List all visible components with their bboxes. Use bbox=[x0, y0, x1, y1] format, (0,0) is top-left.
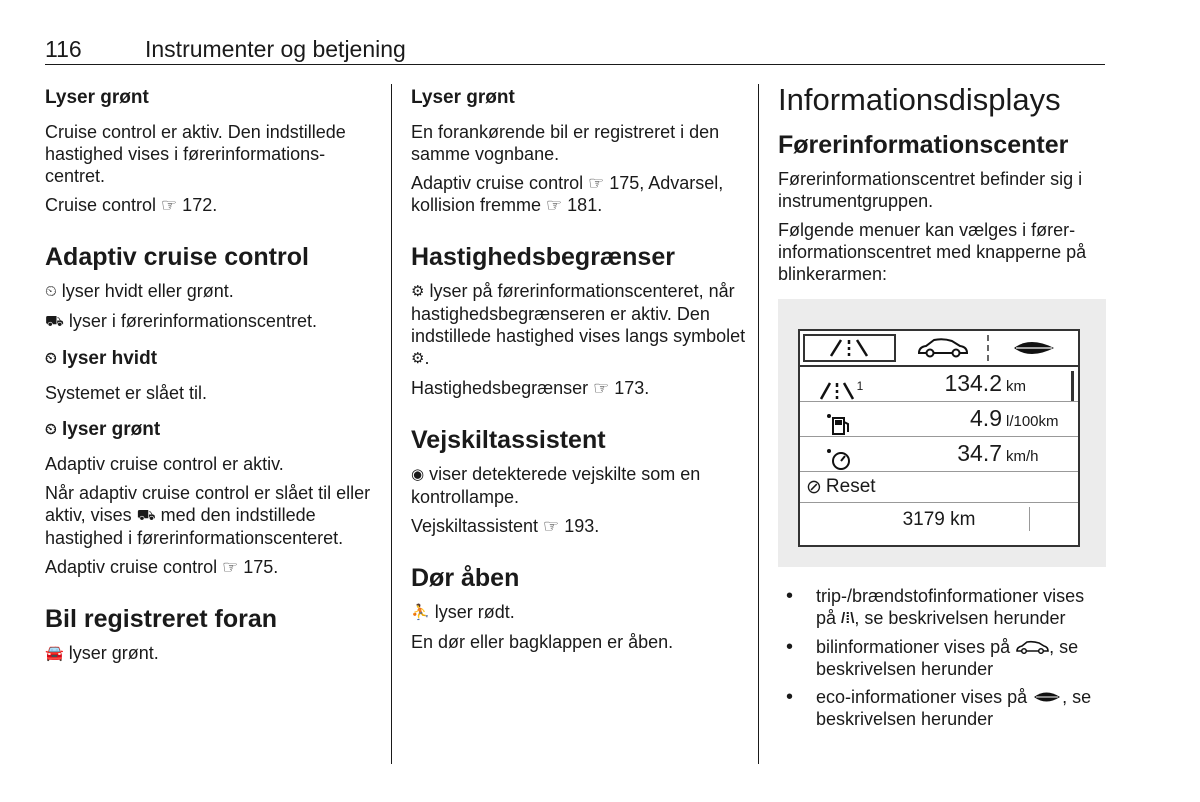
paragraph: En forankørende bil er registreret i den samme vognbane. bbox=[411, 122, 720, 164]
cross-reference: Hastighedsbegrænser ☞ 173. bbox=[411, 378, 650, 398]
car-icon bbox=[1015, 640, 1049, 654]
column-divider bbox=[391, 84, 392, 764]
heading-speed-limiter: Hastighedsbegrænser bbox=[411, 243, 675, 271]
cross-reference: Adaptiv cruise control ☞ 175, Advarsel, kollision fremme ☞ 181. bbox=[411, 173, 724, 215]
list-item: • eco-informationer vises på , se beskrivelsen herunder bbox=[778, 686, 1108, 730]
tab-eco bbox=[989, 331, 1078, 365]
trip-distance-value: 134.2 bbox=[944, 370, 1002, 396]
vehicle-ahead-icon: 🚘 bbox=[45, 645, 64, 662]
display-tabs bbox=[800, 331, 1078, 367]
driver-info-display bbox=[798, 329, 1080, 547]
leaf-icon bbox=[1010, 338, 1058, 358]
fuel-consumption-row bbox=[800, 402, 1078, 437]
speed-limiter-icon: ⚙ bbox=[411, 283, 425, 300]
subheading: ⏲ lyser hvidt bbox=[45, 348, 158, 369]
heading-adaptive-cruise: Adaptiv cruise control bbox=[45, 243, 309, 271]
leaf-icon bbox=[1032, 690, 1062, 704]
trip-distance-unit: km bbox=[1006, 378, 1026, 395]
paragraph: Adaptiv cruise control er aktiv. bbox=[45, 454, 284, 474]
tab-trip-fuel bbox=[803, 334, 896, 362]
list-item: • trip-/brændstofinformationer vises på /⁞\, se beskrivelsen herunder bbox=[778, 585, 1108, 630]
trip-icon: 1 bbox=[810, 379, 870, 401]
main-heading: Informationsdisplays bbox=[778, 82, 1061, 117]
column-2 bbox=[411, 80, 746, 660]
car-icon bbox=[916, 337, 970, 359]
row-separator bbox=[1029, 507, 1030, 531]
subheading: Lyser grønt bbox=[45, 87, 149, 108]
speedometer-icon bbox=[810, 447, 870, 471]
display-illustration bbox=[778, 299, 1106, 567]
cross-reference: Adaptiv cruise control ☞ 175. bbox=[45, 557, 279, 577]
car-speed-icon: ⛟ bbox=[136, 507, 156, 524]
odometer-row bbox=[800, 503, 1078, 537]
paragraph: Cruise control er aktiv. Den indstillede hastighed vises i førerinformationscentret. bbox=[45, 122, 346, 186]
paragraph: ⛟ lyser i førerinformationscentret. bbox=[45, 311, 317, 331]
paragraph: ⏲ lyser hvidt eller grønt. bbox=[45, 281, 234, 301]
column-3 bbox=[778, 80, 1108, 736]
heading-vehicle-ahead: Bil registreret foran bbox=[45, 605, 278, 633]
scrollbar bbox=[1071, 371, 1074, 401]
heading-driver-info-center: Førerinformationscenter bbox=[778, 131, 1069, 159]
trip-row bbox=[800, 367, 1078, 402]
heading-sign-assistant: Vejskiltassistent bbox=[411, 426, 606, 454]
road-trip-icon: /⁞\ bbox=[841, 610, 855, 627]
door-open-icon: ⛹ bbox=[411, 604, 430, 621]
fuel-pump-icon bbox=[810, 412, 870, 436]
cruise-control-icon: ⏲ bbox=[45, 421, 57, 438]
reset-row bbox=[800, 472, 1078, 503]
cross-reference: Cruise control ☞ 172. bbox=[45, 195, 218, 215]
average-speed-row bbox=[800, 437, 1078, 472]
paragraph: ◉ viser detekterede vejskilte som en kontrollampe. bbox=[411, 464, 701, 507]
speed-limiter-icon: ⚙ bbox=[411, 350, 425, 367]
reset-label: Reset bbox=[825, 476, 876, 497]
cruise-control-icon: ⏲ bbox=[45, 283, 57, 300]
tab-vehicle bbox=[899, 331, 988, 365]
cross-reference: Vejskiltassistent ☞ 193. bbox=[411, 516, 600, 536]
traffic-sign-icon: ◉ bbox=[411, 466, 425, 483]
heading-door-open: Dør åben bbox=[411, 564, 520, 592]
page-number: 116 bbox=[45, 36, 82, 62]
paragraph: ⛹ lyser rødt. bbox=[411, 602, 515, 622]
fuel-consumption-unit: l/100km bbox=[1006, 413, 1059, 430]
paragraph: Følgende menuer kan vælges i førerinformationscentret med knapperne på blinkerarmen: bbox=[778, 220, 1087, 284]
car-speed-icon: ⛟ bbox=[45, 313, 64, 330]
paragraph: Systemet er slået til. bbox=[45, 383, 208, 403]
menu-list bbox=[778, 585, 1108, 730]
paragraph: En dør eller bagklappen er åben. bbox=[411, 632, 674, 652]
section-title: Instrumenter og betjening bbox=[145, 36, 406, 62]
average-speed-value: 34.7 bbox=[957, 440, 1002, 466]
paragraph: 🚘 lyser grønt. bbox=[45, 643, 159, 663]
paragraph: ⚙ lyser på førerinformationscenteret, når hastighedsbegrænseren er aktiv. Den indstillede hastighed vises langs symbolet ⚙. bbox=[411, 281, 746, 368]
check-circle-icon: ⊘ bbox=[806, 476, 822, 498]
column-1 bbox=[45, 80, 375, 672]
paragraph: Når adaptiv cruise control er slået til eller aktiv, vises ⛟ med den indstillede hastighed i førerinformationscenteret. bbox=[45, 483, 371, 548]
page-header bbox=[45, 34, 1105, 65]
paragraph: Førerinformationscentret befinder sig i instrumentgruppen. bbox=[778, 169, 1083, 211]
subheading: ⏲ lyser grønt bbox=[45, 419, 161, 440]
road-trip-icon bbox=[827, 338, 871, 358]
list-item: • bilinformationer vises på , se beskrivelsen herunder bbox=[778, 636, 1108, 680]
fuel-consumption-value: 4.9 bbox=[970, 405, 1002, 431]
column-divider bbox=[758, 84, 759, 764]
subheading: Lyser grønt bbox=[411, 87, 515, 108]
odometer-value: 3179 km bbox=[902, 509, 976, 530]
cruise-control-icon: ⏲ bbox=[45, 350, 57, 367]
average-speed-unit: km/h bbox=[1006, 448, 1039, 465]
